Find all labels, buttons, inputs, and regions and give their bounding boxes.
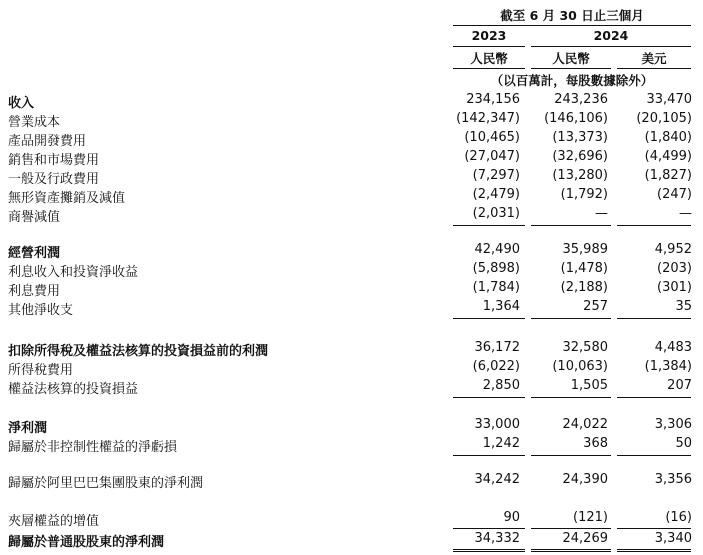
value-usd: (247) <box>657 187 692 202</box>
value-2023: (27,047) <box>464 149 520 164</box>
subtotal-rule-usd <box>617 397 691 398</box>
row-label: 產品開發費用 <box>8 134 87 149</box>
value-usd: 35 <box>675 299 692 314</box>
value-2024: (1,478) <box>560 261 608 276</box>
subtotal-rule-2024 <box>531 225 611 226</box>
row-label: 一般及行政費用 <box>8 172 100 187</box>
row-label: 利息收入和投資淨收益 <box>8 265 139 280</box>
row-label: 營業成本 <box>8 115 61 130</box>
value-2024: (121) <box>573 510 608 525</box>
value-2024: 24,269 <box>562 531 608 546</box>
row-label: 扣除所得稅及權益法核算的投資損益前的利潤 <box>8 344 269 359</box>
total-double-rule-2023 <box>453 549 525 552</box>
row-label: 收入 <box>8 96 35 111</box>
subtotal-rule-usd <box>617 225 691 226</box>
currency-rmb-2024-underline <box>531 68 611 69</box>
value-2024: (1,792) <box>560 187 608 202</box>
value-2024: (146,106) <box>544 111 608 126</box>
row-label: 夾層權益的增值 <box>8 514 100 529</box>
value-2023: (2,031) <box>472 206 520 221</box>
value-2024: (32,696) <box>552 149 608 164</box>
value-2023: 90 <box>503 510 520 525</box>
value-usd: 3,356 <box>654 472 692 487</box>
value-2024: 24,390 <box>562 472 608 487</box>
period-underline <box>453 25 691 26</box>
currency-rmb-2023-header: 人民幣 <box>470 51 508 66</box>
value-2024: — <box>595 206 608 221</box>
value-2023: 2,850 <box>482 378 520 393</box>
period-header: 截至 6 月 30 日止三個月 <box>500 8 644 23</box>
value-2023: 234,156 <box>466 92 520 107</box>
value-2023: (7,297) <box>472 168 520 183</box>
value-2024: 368 <box>583 436 608 451</box>
subtotal-rule-2023 <box>453 455 525 456</box>
row-label: 歸屬於阿里巴巴集團股東的淨利潤 <box>8 476 204 491</box>
value-2024: 35,989 <box>562 242 608 257</box>
row-label: 無形資產攤銷及減值 <box>8 191 126 206</box>
value-2024: 257 <box>583 299 608 314</box>
value-2024: (10,063) <box>552 359 608 374</box>
currency-usd-header: 美元 <box>641 51 667 66</box>
row-label: 淨利潤 <box>8 421 48 436</box>
value-usd: (301) <box>657 280 692 295</box>
currency-usd-underline <box>617 68 691 69</box>
value-2023: 42,490 <box>474 242 520 257</box>
subtotal-rule-2023 <box>453 318 525 319</box>
value-usd: (16) <box>665 510 692 525</box>
year-2024-underline <box>531 46 691 47</box>
row-label: 銷售和市場費用 <box>8 153 100 168</box>
total-double-rule-2024 <box>531 549 611 552</box>
value-usd: (4,499) <box>644 149 692 164</box>
value-2023: (1,784) <box>472 280 520 295</box>
row-label: 權益法核算的投資損益 <box>8 382 139 397</box>
value-2023: 33,000 <box>474 417 520 432</box>
subtotal-rule-2023 <box>453 397 525 398</box>
value-usd: 50 <box>675 436 692 451</box>
value-2024: 1,505 <box>570 378 608 393</box>
year-2023-header: 2023 <box>471 28 507 43</box>
value-2024: (13,373) <box>552 130 608 145</box>
value-2023: (6,022) <box>472 359 520 374</box>
value-2023: 34,242 <box>474 472 520 487</box>
value-2023: 1,242 <box>482 436 520 451</box>
value-2024: (2,188) <box>560 280 608 295</box>
value-2023: 34,332 <box>474 531 520 546</box>
subtotal-rule-2024 <box>531 397 611 398</box>
value-2023: (10,465) <box>464 130 520 145</box>
value-usd: (1,384) <box>644 359 692 374</box>
subtotal-rule-usd <box>617 318 691 319</box>
value-usd: 3,340 <box>654 531 692 546</box>
subtotal-rule-2024 <box>531 455 611 456</box>
subtotal-rule-2024 <box>531 528 611 529</box>
value-2024: (13,280) <box>552 168 608 183</box>
value-2023: 1,364 <box>482 299 520 314</box>
row-label: 商譽減值 <box>8 210 61 225</box>
value-usd: — <box>679 206 692 221</box>
value-2023: (5,898) <box>472 261 520 276</box>
currency-rmb-2023-underline <box>453 68 525 69</box>
value-usd: 207 <box>667 378 692 393</box>
row-label: 所得稅費用 <box>8 363 74 378</box>
value-usd: 33,470 <box>646 92 692 107</box>
value-usd: (203) <box>657 261 692 276</box>
currency-rmb-2024-header: 人民幣 <box>552 51 590 66</box>
row-label: 其他淨收支 <box>8 303 74 318</box>
value-usd: (1,827) <box>644 168 692 183</box>
value-2024: 243,236 <box>554 92 608 107</box>
value-usd: 4,952 <box>654 242 692 257</box>
row-label: 歸屬於非控制性權益的淨虧損 <box>8 440 178 455</box>
value-usd: (1,840) <box>644 130 692 145</box>
value-2024: 32,580 <box>562 340 608 355</box>
subtotal-rule-2023 <box>453 528 525 529</box>
total-double-rule-usd <box>617 549 691 552</box>
subtotal-rule-2024 <box>531 318 611 319</box>
subtotal-rule-2023 <box>453 225 525 226</box>
value-usd: 3,306 <box>654 417 692 432</box>
value-usd: 4,483 <box>654 340 692 355</box>
year-2024-header: 2024 <box>593 28 629 43</box>
value-2023: 36,172 <box>474 340 520 355</box>
unit-note: （以百萬計，每股數據除外） <box>490 73 654 88</box>
subtotal-rule-usd <box>617 455 691 456</box>
year-2023-underline <box>453 46 525 47</box>
value-usd: (20,105) <box>636 111 692 126</box>
value-2023: (2,479) <box>472 187 520 202</box>
row-label: 經營利潤 <box>8 246 61 261</box>
value-2023: (142,347) <box>456 111 520 126</box>
value-2024: 24,022 <box>562 417 608 432</box>
row-label: 歸屬於普通股股東的淨利潤 <box>8 535 165 550</box>
subtotal-rule-usd <box>617 528 691 529</box>
row-label: 利息費用 <box>8 284 61 299</box>
